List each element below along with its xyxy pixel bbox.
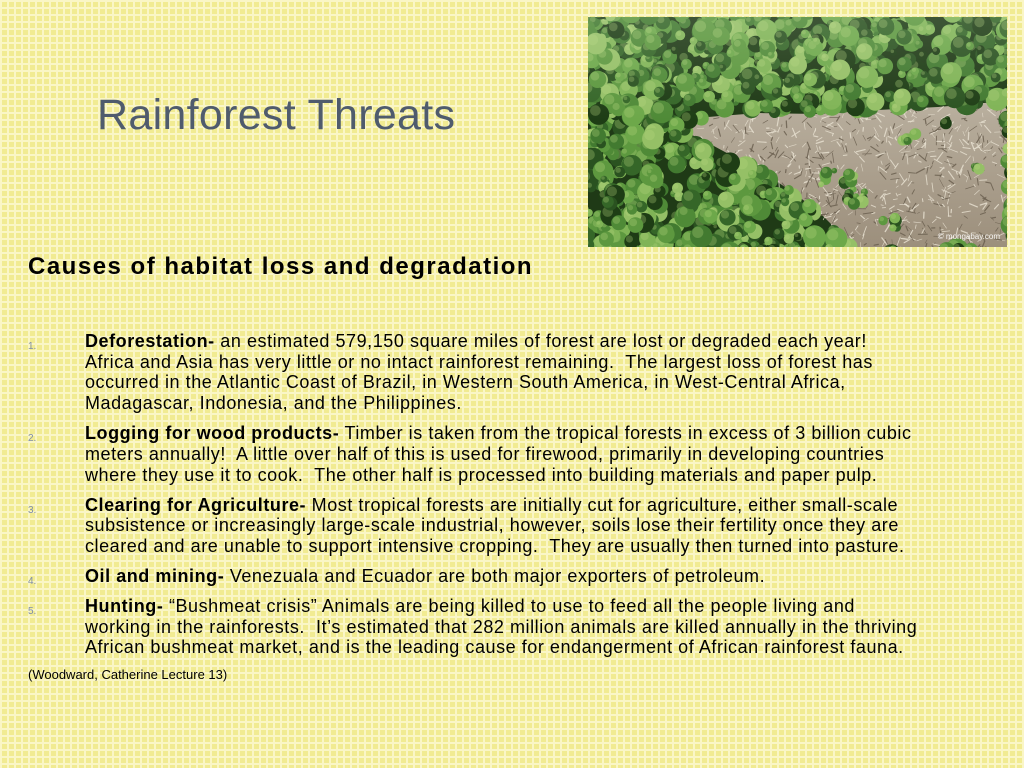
cause-text: Most tropical forests are initially cut for agriculture, either small-scale [311, 494, 899, 515]
cause-title: Oil and mining- [85, 565, 225, 586]
cause-item-deforestation [28, 331, 917, 414]
cause-line [85, 423, 917, 444]
cause-item-agriculture [28, 495, 917, 557]
cause-line [85, 495, 917, 516]
list-number: 4. [28, 575, 37, 587]
rainforest-photo-art [588, 17, 1007, 247]
slide-title: Rainforest Threats [97, 91, 456, 139]
cause-text: an estimated 579,150 square miles of forest are lost or degraded each year! [220, 331, 867, 351]
cause-text: Timber is taken from the tropical forests in excess of 3 billion cubic [344, 423, 912, 444]
list-number: 1. [28, 341, 37, 352]
section-heading: Causes of habitat loss and degradation [28, 253, 534, 280]
cause-line: where they use it to cook. The other half is processed into building materials and paper pulp. [85, 464, 878, 485]
photo-watermark: © mongabay.com [937, 232, 1000, 241]
list-number: 2. [28, 433, 37, 445]
cause-item-oil-mining [28, 566, 917, 587]
cause-line [85, 596, 917, 617]
cause-text: Venezuala and Ecuador are both major exporters of petroleum. [229, 565, 766, 586]
photo-haze [588, 17, 1007, 247]
cause-line: African bushmeat market, and is the leading cause for endangerment of African rainforest fauna. [85, 637, 904, 658]
cause-line: cleared and are unable to support intensive cropping. They are usually then turned into pasture. [85, 535, 905, 556]
causes-list [28, 331, 917, 658]
cause-title: Logging for wood products- [85, 423, 340, 444]
cause-title: Clearing for Agriculture- [85, 494, 307, 515]
cause-line: subsistence or increasingly large-scale industrial, however, soils lose their fertility once they are [85, 515, 899, 536]
cause-title: Hunting- [85, 595, 164, 616]
cause-title: Deforestation- [85, 331, 215, 351]
cause-line: occurred in the Atlantic Coast of Brazil, in Western South America, in West-Central Africa, [85, 372, 846, 393]
cause-item-logging [28, 423, 917, 485]
cause-line [85, 566, 917, 587]
rainforest-photo [588, 17, 1007, 247]
cause-item-hunting [28, 596, 917, 658]
cause-line: working in the rainforests. It’s estimated that 282 million animals are killed annually in the thriving [85, 616, 918, 637]
cause-line [85, 331, 917, 352]
cause-line: Madagascar, Indonesia, and the Philippines. [85, 393, 462, 414]
citation: (Woodward, Catherine Lecture 13) [28, 667, 228, 682]
cause-line: Africa and Asia has very little or no intact rainforest remaining. The largest loss of forest has [85, 351, 873, 372]
cause-line: meters annually! A little over half of this is used for firewood, primarily in developing countries [85, 443, 885, 464]
cause-text: “Bushmeat crisis” Animals are being killed to use to feed all the people living and [168, 595, 855, 616]
list-number: 5. [28, 605, 37, 617]
list-number: 3. [28, 504, 37, 516]
